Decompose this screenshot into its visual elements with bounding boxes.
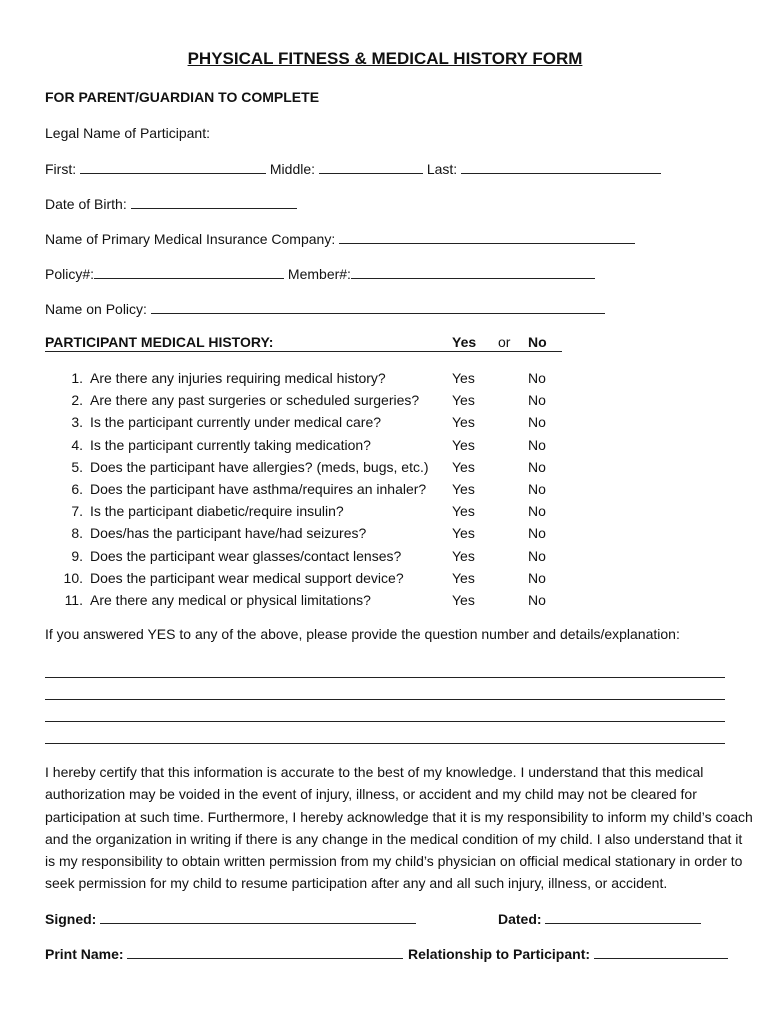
medical-question-row (0, 370, 770, 390)
medical-question-row (0, 592, 770, 612)
medical-question-row (0, 548, 770, 568)
yes-option[interactable]: Yes (452, 392, 475, 409)
certification-paragraph (45, 761, 753, 895)
member-label: Member#: (287, 266, 351, 282)
question-number: 4. (71, 436, 83, 453)
question-text: Is the participant currently under medical care? (90, 414, 382, 431)
signature-field[interactable] (100, 910, 416, 924)
question-text: Are there any medical or physical limitations? (90, 592, 371, 608)
question-number: 7. (71, 503, 83, 520)
policy-field[interactable] (94, 265, 284, 279)
medical-question-row (0, 481, 770, 501)
yes-option[interactable]: Yes (452, 458, 475, 475)
yes-option[interactable]: Yes (452, 503, 475, 520)
question-text: Is the participant currently taking medication? (90, 436, 371, 453)
certification-line: and the organization in writing if there is any change in the medical condition of my child. I also understand that it (45, 830, 743, 847)
question-text: Are there any injuries requiring medical history? (90, 370, 386, 386)
member-field[interactable] (351, 265, 595, 279)
yes-option[interactable]: Yes (452, 414, 475, 431)
middle-label: Middle: (269, 161, 316, 177)
yes-option[interactable]: Yes (452, 370, 475, 386)
yes-option[interactable]: Yes (452, 569, 475, 586)
question-number: 1. (71, 370, 83, 386)
question-number: 9. (71, 547, 83, 564)
print-name-field[interactable] (127, 945, 403, 959)
no-option[interactable]: No (528, 458, 546, 475)
dob-field[interactable] (131, 195, 297, 209)
no-column-header: No (528, 334, 547, 350)
name-fields-row (45, 160, 661, 177)
question-number: 6. (71, 481, 83, 497)
medical-question-row (0, 525, 770, 545)
yes-option[interactable]: Yes (452, 592, 475, 608)
legal-name-label: Legal Name of Participant: (45, 125, 210, 141)
explanation-line-3[interactable] (45, 720, 725, 722)
certification-line: authorization may be voided in the event of injury, illness, or accident and my child may not be cleared for (45, 786, 697, 803)
certification-line: participation at such time. Furthermore, I hereby acknowledge that it is my responsibility to inform my child’s coach (45, 808, 753, 825)
no-option[interactable]: No (528, 525, 546, 542)
print-name-row (45, 945, 403, 962)
no-option[interactable]: No (528, 547, 546, 564)
question-text: Does the participant have allergies? (meds, bugs, etc.) (90, 458, 429, 475)
no-option[interactable]: No (528, 414, 546, 431)
certification-line: is my responsibility to obtain written permission from my child’s physician on official medical stationary in order to (45, 853, 743, 870)
insurance-label: Name of Primary Medical Insurance Company: (45, 231, 336, 247)
question-number: 3. (71, 414, 83, 431)
question-number: 10. (63, 569, 83, 586)
first-label: First: (45, 161, 77, 177)
section-heading-parent: FOR PARENT/GUARDIAN TO COMPLETE (45, 89, 320, 105)
medical-question-row (0, 414, 770, 434)
question-text: Are there any past surgeries or scheduled surgeries? (90, 392, 420, 409)
no-option[interactable]: No (528, 592, 546, 608)
relationship-label: Relationship to Participant: (408, 946, 591, 962)
question-text: Is the participant diabetic/require insulin? (90, 503, 344, 520)
no-option[interactable]: No (528, 503, 546, 520)
no-option[interactable]: No (528, 481, 546, 497)
date-field[interactable] (545, 910, 701, 924)
medical-question-row (0, 503, 770, 523)
last-name-field[interactable] (461, 160, 661, 174)
medical-question-row (0, 392, 770, 412)
explanation-prompt: If you answered YES to any of the above, please provide the question number and details/explanation: (45, 626, 680, 642)
certification-line: seek permission for my child to resume participation after any and all such injury, illness, or accident. (45, 875, 668, 892)
yes-column-header: Yes (452, 334, 477, 350)
dated-label: Dated: (498, 911, 542, 927)
policy-label: Policy#: (45, 266, 95, 282)
signed-row (45, 910, 416, 927)
question-text: Does the participant wear glasses/contact lenses? (90, 547, 402, 564)
medical-history-title: PARTICIPANT MEDICAL HISTORY: (45, 334, 274, 350)
dob-row (45, 195, 297, 212)
last-label: Last: (426, 161, 458, 177)
explanation-line-2[interactable] (45, 698, 725, 700)
dated-row (498, 910, 701, 927)
no-option[interactable]: No (528, 569, 546, 586)
question-text: Does/has the participant have/had seizures? (90, 525, 367, 542)
question-text: Does the participant have asthma/requires an inhaler? (90, 481, 427, 497)
name-on-policy-label: Name on Policy: (45, 301, 147, 317)
question-number: 8. (71, 525, 83, 542)
medical-question-row (0, 570, 770, 590)
first-name-field[interactable] (80, 160, 266, 174)
policy-row (45, 265, 595, 282)
name-on-policy-field[interactable] (151, 300, 605, 314)
signed-label: Signed: (45, 911, 97, 927)
relationship-row (408, 945, 728, 962)
yes-option[interactable]: Yes (452, 525, 475, 542)
no-option[interactable]: No (528, 370, 546, 386)
explanation-line-4[interactable] (45, 742, 725, 744)
dob-label: Date of Birth: (45, 196, 127, 212)
no-option[interactable]: No (528, 392, 546, 409)
medical-question-row (0, 437, 770, 457)
or-column-header: or (498, 334, 511, 350)
name-on-policy-row (45, 300, 605, 317)
question-number: 2. (71, 392, 83, 409)
insurance-row (45, 230, 635, 247)
yes-option[interactable]: Yes (452, 547, 475, 564)
no-option[interactable]: No (528, 436, 546, 453)
relationship-field[interactable] (594, 945, 728, 959)
form-title: PHYSICAL FITNESS & MEDICAL HISTORY FORM (187, 49, 583, 68)
question-number: 5. (71, 458, 83, 475)
explanation-line-1[interactable] (45, 676, 725, 678)
certification-line: I hereby certify that this information is accurate to the best of my knowledge. I understand that this medical (45, 764, 704, 780)
print-name-label: Print Name: (45, 946, 124, 962)
medical-question-row (0, 459, 770, 479)
insurance-field[interactable] (339, 230, 635, 244)
yes-option[interactable]: Yes (452, 436, 475, 453)
yes-option[interactable]: Yes (452, 481, 475, 497)
question-number: 11. (64, 592, 83, 608)
medical-history-header (45, 334, 562, 352)
question-text: Does the participant wear medical support device? (90, 569, 404, 586)
middle-name-field[interactable] (319, 160, 423, 174)
